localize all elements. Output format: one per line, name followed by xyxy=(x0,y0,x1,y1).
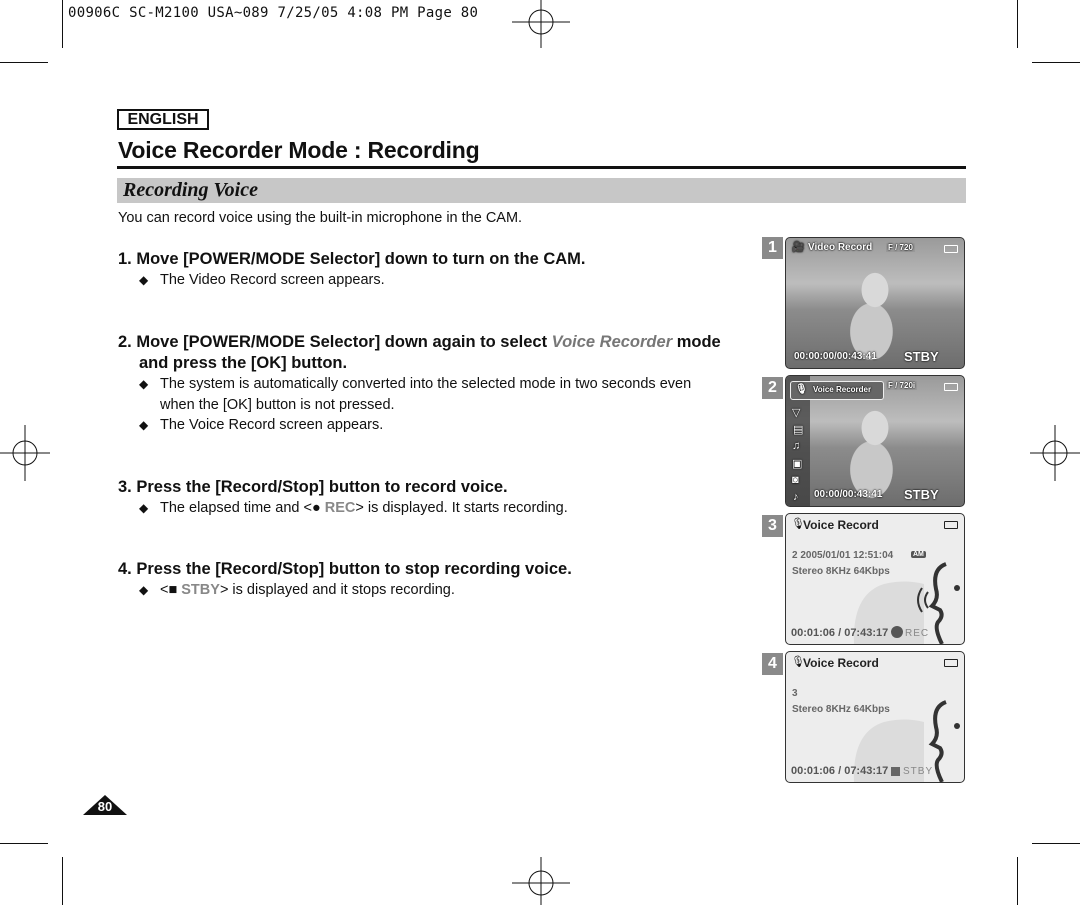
registration-target-icon xyxy=(0,425,50,481)
page-title: Voice Recorder Mode : Recording xyxy=(118,137,480,163)
video-camera-icon: ▣ xyxy=(792,458,803,470)
step-3-heading: 3. Press the [Record/Stop] button to record voice. xyxy=(118,478,508,496)
record-dot-icon xyxy=(891,626,903,638)
crop-mark xyxy=(0,62,48,63)
screen-title: Voice Record xyxy=(803,518,879,532)
stop-square-icon: ■ xyxy=(168,582,178,598)
file-icon: ▤ xyxy=(793,424,804,436)
music-note-icon: ♪ xyxy=(793,491,799,503)
menu-down-arrow-icon: ▽ xyxy=(792,407,801,419)
crop-mark xyxy=(1017,0,1018,48)
screen-number-badge: 2 xyxy=(762,377,783,399)
mode-label: Video Record xyxy=(808,242,873,253)
battery-icon xyxy=(944,521,958,529)
stop-square-icon xyxy=(891,767,900,776)
time-counter: 00:00/00:43:41 xyxy=(814,489,883,500)
step-3-bullet: ◆ The elapsed time and <● REC> is displayed. It starts recording. xyxy=(139,498,719,519)
step-2-bullet: ◆ The Voice Record screen appears. xyxy=(139,415,719,436)
step-4-bullet: ◆ <■ STBY> is displayed and it stops recording. xyxy=(139,580,719,601)
crop-mark xyxy=(1032,843,1080,844)
page-number: 80 xyxy=(97,799,113,814)
screen-title: Voice Record xyxy=(803,656,879,670)
step-1-bullet: ◆ The Video Record screen appears. xyxy=(139,270,719,291)
bullet-diamond-icon: ◆ xyxy=(139,583,149,597)
status-indicator: REC xyxy=(905,628,930,639)
menu-item-label: Voice Recorder xyxy=(813,385,872,394)
print-header: 00906C SC-M2100 USA~089 7/25/05 4:08 PM Page 80 xyxy=(68,5,479,21)
title-divider xyxy=(117,166,966,169)
bullet-diamond-icon: ◆ xyxy=(139,501,149,515)
language-badge: ENGLISH xyxy=(117,109,209,130)
video-record-screen xyxy=(785,237,965,369)
camera-icon: ◙ xyxy=(792,474,799,486)
time-counter: 00:01:06 / 07:43:17 xyxy=(791,765,889,777)
music-player-icon: ♫ xyxy=(792,440,801,452)
file-info: 2 2005/01/01 12:51:04 xyxy=(792,550,894,561)
step-2-bullet: ◆ The system is automatically converted into the selected mode in two seconds even when the [OK] button is not pressed. xyxy=(139,376,692,413)
voice-record-screen-stopped xyxy=(785,651,965,783)
registration-target-icon xyxy=(512,857,570,905)
step-2-heading: 2. Move [POWER/MODE Selector] down again to select Voice Recorder mode and press the [OK] button. xyxy=(118,333,721,372)
screen-number-badge: 4 xyxy=(762,653,783,675)
microphone-icon: 🎙 xyxy=(791,518,805,530)
screen-number-badge: 1 xyxy=(762,237,783,259)
microphone-icon: 🎙 xyxy=(795,384,808,395)
step-1-heading: 1. Move [POWER/MODE Selector] down to turn on the CAM. xyxy=(118,250,586,268)
registration-target-icon xyxy=(512,0,570,48)
voice-recorder-mode-label: Voice Recorder xyxy=(551,333,673,351)
bullet-diamond-icon: ◆ xyxy=(139,377,149,391)
voice-record-screen-recording xyxy=(785,513,965,645)
time-counter: 00:00:00/00:43:41 xyxy=(794,351,877,362)
intro-text: You can record voice using the built-in microphone in the CAM. xyxy=(118,210,523,226)
crop-mark xyxy=(1017,857,1018,905)
crop-mark xyxy=(62,0,63,48)
rec-label: REC xyxy=(320,500,356,516)
mode-select-screen xyxy=(785,375,965,507)
audio-format: Stereo 8KHz 64Kbps xyxy=(792,566,890,577)
battery-icon xyxy=(944,245,958,253)
bullet-diamond-icon: ◆ xyxy=(139,418,149,432)
battery-icon xyxy=(944,383,958,391)
status-indicator: STBY xyxy=(904,349,939,364)
quality-indicator: F / 720 xyxy=(888,243,913,252)
am-badge: AM xyxy=(913,551,924,558)
status-indicator: STBY xyxy=(904,487,939,502)
section-title: Recording Voice xyxy=(123,179,258,201)
quality-indicator: F / 720i xyxy=(888,381,916,390)
battery-icon xyxy=(944,659,958,667)
crop-mark xyxy=(62,857,63,905)
crop-mark xyxy=(1032,62,1080,63)
voice-recorder-menu-item xyxy=(790,381,884,400)
registration-target-icon xyxy=(1030,425,1080,481)
time-counter: 00:01:06 / 07:43:17 xyxy=(791,627,889,639)
file-info: 3 xyxy=(792,688,798,699)
status-indicator: STBY xyxy=(903,766,934,777)
step-4-heading: 4. Press the [Record/Stop] button to stop recording voice. xyxy=(118,560,572,578)
stby-label: STBY xyxy=(177,582,220,598)
record-dot-icon: ● xyxy=(311,500,321,516)
microphone-icon: 🎙 xyxy=(791,656,805,668)
bullet-diamond-icon: ◆ xyxy=(139,273,149,287)
audio-format: Stereo 8KHz 64Kbps xyxy=(792,704,890,715)
crop-mark xyxy=(0,843,48,844)
screen-number-badge: 3 xyxy=(762,515,783,537)
video-camera-icon: 🎥 xyxy=(792,242,805,253)
